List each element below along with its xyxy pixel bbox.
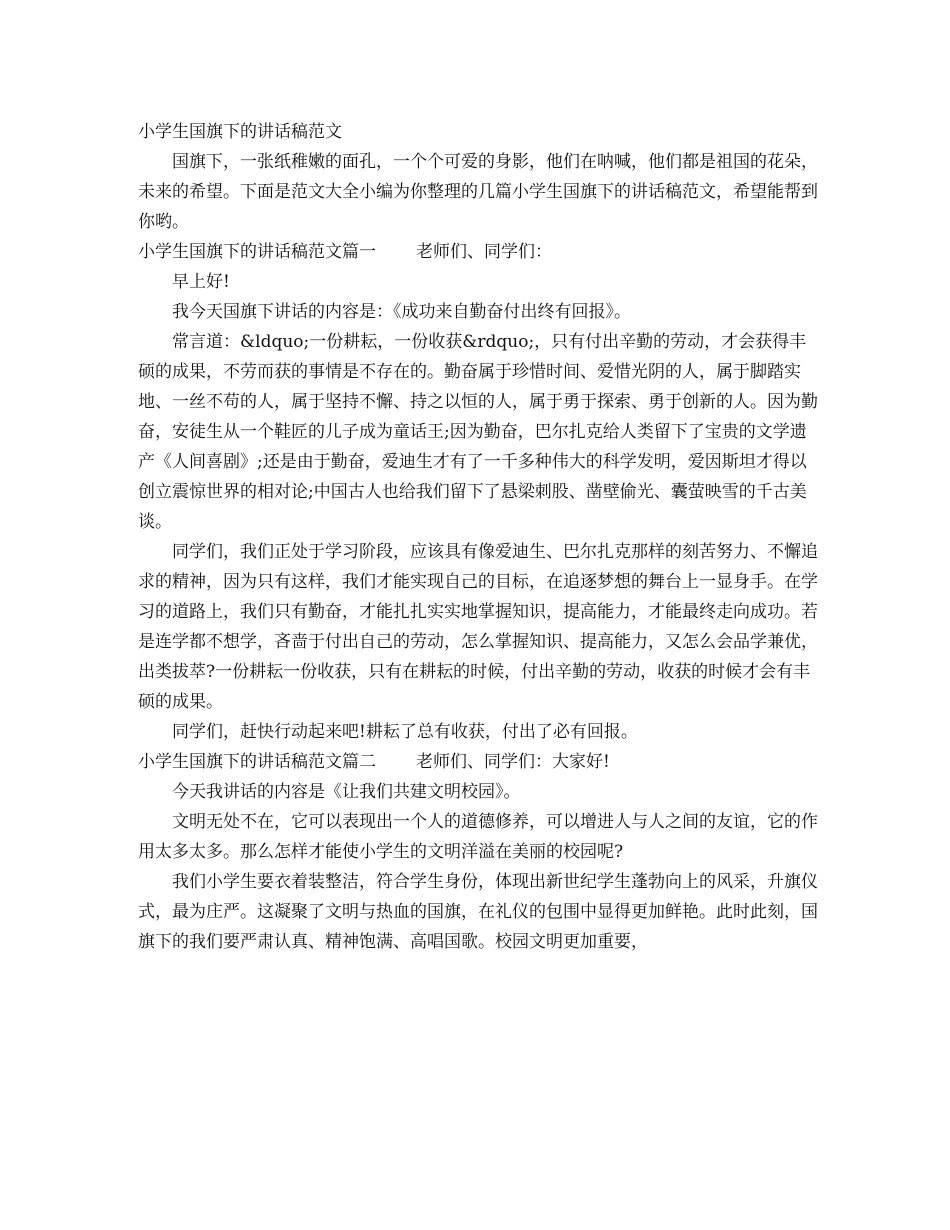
section1-heading-line xyxy=(138,237,818,267)
section1-heading: 小学生国旗下的讲话稿范文篇一 xyxy=(138,242,376,262)
section1-paragraph-2: 我今天国旗下讲话的内容是：《成功来自勤奋付出终有回报》。 xyxy=(172,302,631,322)
intro-paragraph: 国旗下，一张纸稚嫩的面孔，一个个可爱的身影，他们在呐喊，他们都是祖国的花朵，未来的希望。下面是范文大全小编为你整理的几篇小学生国旗下的讲话稿范文，希望能帮到你哟。 xyxy=(138,152,818,232)
section1-paragraph-4: 同学们，我们正处于学习阶段，应该具有像爱迪生、巴尔扎克那样的刻苦努力、不懈追求的精神，因为只有这样，我们才能实现自己的目标，在追逐梦想的舞台上一显身手。在学习的道路上，我们只有勤奋，才能扎扎实实地掌握知识，提高能力，才能最终走向成功。若是连学都不想学，吝啬于付出自己的劳动，怎么掌握知识、提高能力，又怎么会品学兼优，出类拔萃?一份耕耘一份收获，只有在耕耘的时候，付出辛勤的劳动，收获的时候才会有丰硕的成果。 xyxy=(138,542,818,712)
section2-paragraph-2: 文明无处不在，它可以表现出一个人的道德修养，可以增进人与人之间的友谊，它的作用太多太多。那么怎样才能使小学生的文明洋溢在美丽的校园呢? xyxy=(138,812,818,862)
section2-paragraph-1: 今天我讲话的内容是《让我们共建文明校园》。 xyxy=(172,782,521,802)
document-title: 小学生国旗下的讲话稿范文 xyxy=(138,122,342,142)
section1-paragraph-3: 常言道：&ldquo;一份耕耘，一份收获&rdquo;，只有付出辛勤的劳动，才会获得丰硕的成果，不劳而获的事情是不存在的。勤奋属于珍惜时间、爱惜光阴的人，属于脚踏实地、一丝不苟的人，属于坚持不懈、持之以恒的人，属于勇于探索、勇于创新的人。因为勤奋，安徒生从一个鞋匠的儿子成为童话王;因为勤奋，巴尔扎克给人类留下了宝贵的文学遗产《人间喜剧》;还是由于勤奋，爱迪生才有了一千多种伟大的科学发明，爱因斯坦才得以创立震惊世界的相对论;中国古人也给我们留下了悬梁刺股、凿壁偷光、囊萤映雪的千古美谈。 xyxy=(138,332,818,532)
section1-paragraph-5: 同学们，赶快行动起来吧!耕耘了总有收获，付出了必有回报。 xyxy=(172,722,638,742)
section1-salutation: 老师们、同学们： xyxy=(416,242,552,262)
document-body xyxy=(138,117,818,957)
section2-salutation: 老师们、同学们：大家好! xyxy=(416,752,610,772)
section2-heading: 小学生国旗下的讲话稿范文篇二 xyxy=(138,752,376,772)
section1-paragraph-1: 早上好! xyxy=(172,272,230,292)
section2-paragraph-3: 我们小学生要衣着装整洁，符合学生身份，体现出新世纪学生蓬勃向上的风采，升旗仪式，最为庄严。这凝聚了文明与热血的国旗，在礼仪的包围中显得更加鲜艳。此时此刻，国旗下的我们要严肃认真、精神饱满、高唱国歌。校园文明更加重要， xyxy=(138,872,818,952)
section2-heading-line xyxy=(138,747,818,777)
